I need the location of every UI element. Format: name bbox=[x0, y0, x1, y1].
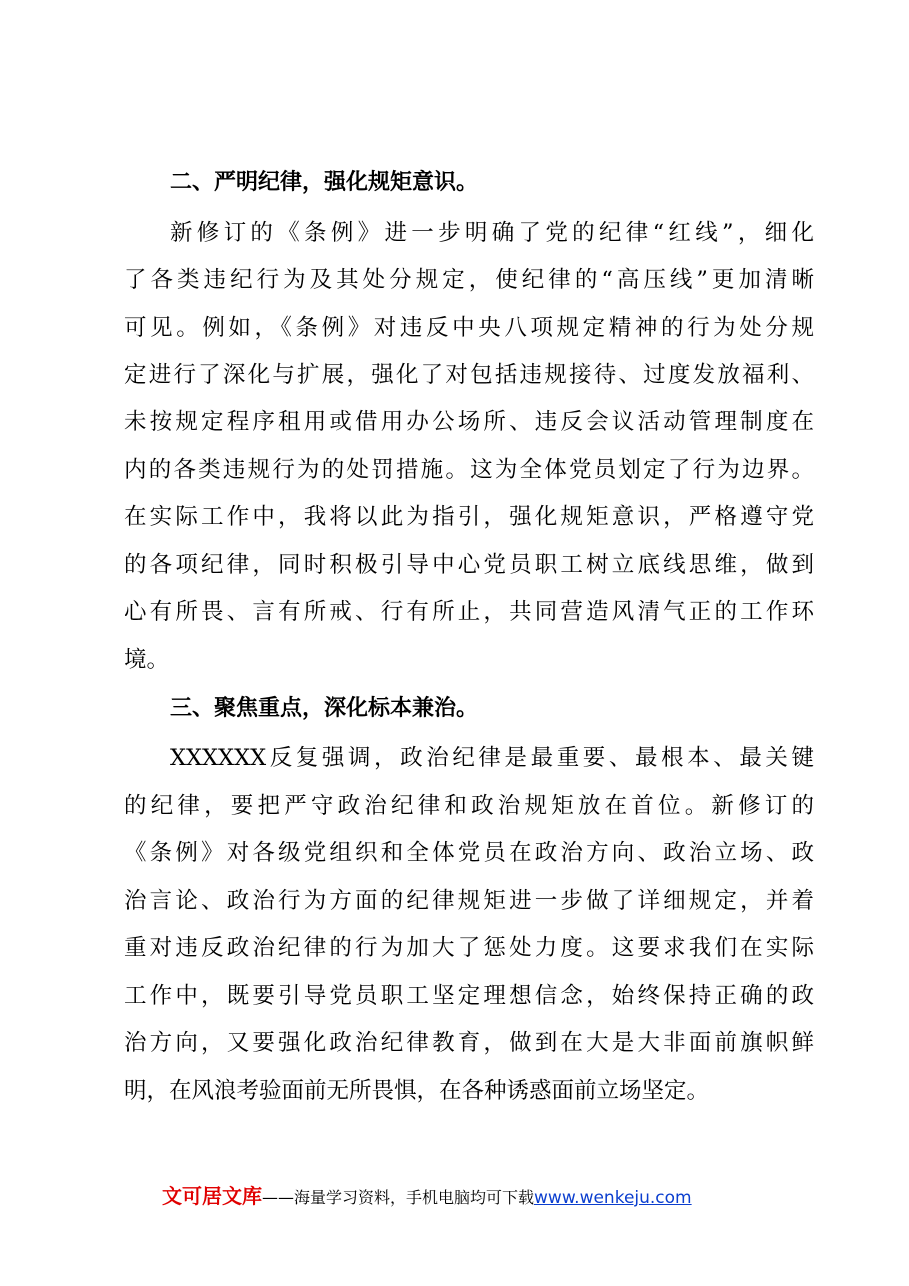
paragraph-line: XXXXXX反复强调，政治纪律是最重要、最根本、最关键 bbox=[170, 745, 814, 771]
paragraph-line: 明，在风浪考验面前无所畏惧，在各种诱惑面前立场坚定。 bbox=[124, 1078, 710, 1104]
paragraph-line: 了各类违纪行为及其处分规定，使纪律的“高压线”更加清晰 bbox=[124, 267, 814, 293]
section-heading-discipline: 二、严明纪律，强化规矩意识。 bbox=[170, 170, 479, 195]
footer-brand: 文可居文库 bbox=[162, 1184, 262, 1208]
paragraph-line: 《条例》对各级党组织和全体党员在政治方向、政治立场、政 bbox=[124, 840, 814, 866]
paragraph-line: 的各项纪律，同时积极引导中心党员职工树立底线思维，做到 bbox=[124, 552, 814, 578]
section-heading-focus: 三、聚焦重点，深化标本兼治。 bbox=[170, 696, 479, 721]
paragraph-line: 工作中，既要引导党员职工坚定理想信念，始终保持正确的政 bbox=[124, 983, 814, 1009]
paragraph-line: 的纪律，要把严守政治纪律和政治规矩放在首位。新修订的 bbox=[124, 793, 814, 819]
footer-tagline: ——海量学习资料，手机电脑均可下载 bbox=[262, 1188, 535, 1207]
paragraph-line: 治言论、政治行为方面的纪律规矩进一步做了详细规定，并着 bbox=[124, 888, 814, 914]
paragraph-line: 治方向，又要强化政治纪律教育，做到在大是大非面前旗帜鲜 bbox=[124, 1030, 814, 1056]
paragraph-line: 心有所畏、言有所戒、行有所止，共同营造风清气正的工作环 bbox=[124, 599, 814, 625]
paragraph-line: 未按规定程序租用或借用办公场所、违反会议活动管理制度在 bbox=[124, 409, 814, 435]
paragraph-line: 境。 bbox=[124, 647, 170, 673]
footer-url-link[interactable]: www.wenkeju.com bbox=[534, 1188, 692, 1208]
paragraph-line: 定进行了深化与扩展，强化了对包括违规接待、过度发放福利、 bbox=[124, 362, 814, 388]
paragraph-line: 在实际工作中，我将以此为指引，强化规矩意识，严格遵守党 bbox=[124, 504, 814, 530]
paragraph-line: 内的各类违规行为的处罚措施。这为全体党员划定了行为边界。 bbox=[124, 457, 814, 483]
paragraph-line: 重对违反政治纪律的行为加大了惩处力度。这要求我们在实际 bbox=[124, 935, 814, 961]
paragraph-line: 新修订的《条例》进一步明确了党的纪律“红线”，细化 bbox=[170, 220, 814, 246]
footer-banner bbox=[162, 1182, 692, 1210]
paragraph-line: 可见。例如，《条例》对违反中央八项规定精神的行为处分规 bbox=[124, 315, 814, 341]
